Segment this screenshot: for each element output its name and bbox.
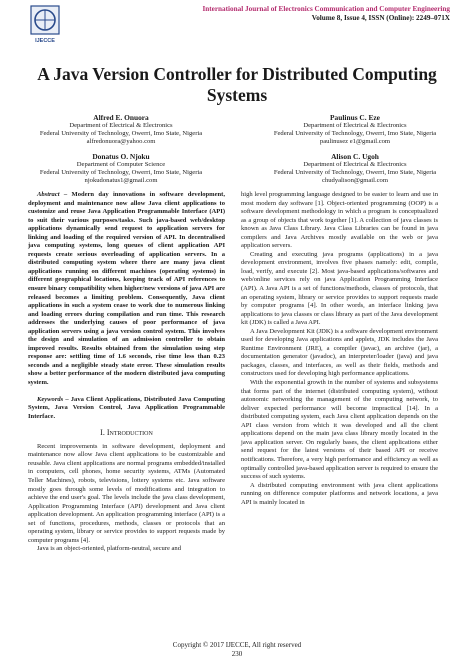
right-column	[241, 191, 438, 507]
author-block	[250, 113, 460, 147]
author-university: Federal University of Technology, Owerri, Imo State, Nigeria	[39, 169, 203, 177]
author-university: Federal University of Technology, Owerri, Imo State, Nigeria	[273, 169, 437, 177]
journal-logo	[28, 4, 62, 44]
abstract	[28, 191, 225, 388]
author-email[interactable]: paulinusez e1@gmail.com	[319, 138, 391, 146]
author-university: Federal University of Technology, Owerri, Imo State, Nigeria	[39, 130, 203, 138]
intro-paragraph: Recent improvements in software development, deployment and maintenance now allow Java client applications to be customizable and reusable. Java client applications are normal programs embedded/installed in computers, cell phones, home security systems, ATMs (Automated Teller Machines), robots, televisions, lottery systems etc. Java software mostly goes through some levels of modifications and integration to achieve the end user's goal. The levels include the java class development, Application Programming Interface (API) development and Java client application development. An application programming interface (API) is a set of functions, procedures, methods, classes or protocols that an operating system, library or service provides to support requests made by computer programs [4].	[28, 442, 225, 544]
author-dept: Department of Computer Science	[76, 161, 166, 168]
author-email[interactable]: chudyalison@gmail.com	[322, 177, 388, 185]
keywords-label: Keywords	[37, 395, 64, 403]
author-dept: Department of Electrical & Electronics	[69, 122, 173, 129]
intro-paragraph: Java is an object-oriented, platform-neutral, secure and	[37, 545, 181, 553]
journal-name: International Journal of Electronics Communication and Computer Engineering	[202, 5, 450, 13]
volume-issue: Volume 8, Issue 4, ISSN (Online): 2249–071X	[311, 14, 450, 22]
page-footer	[0, 641, 474, 659]
section-title: Introduction	[106, 428, 153, 438]
left-column	[28, 191, 225, 554]
author-email[interactable]: njokudonatus1@gmail.com	[84, 177, 158, 185]
abstract-text: – Modern day innovations in software development, deployment and maintenance now allow Java client applications to customize and reuse Java Application Programmable Interface (API) to suit their various purposes/tasks. Such java-based web/desktop applications dynamically send request to application servers for linking and loading of the required version of API. In decentralised java computing systems, long queues of client application API requests create serious overloading of application servers. In a distributed computing system where there are many java client applications running on different machines (operating systems) in different geographical locations, keeping track of API references to ensure binary compatibility when higher/new versions of java API are released becomes a limiting problem. Consequently, Java client applications in such a system cease to work due to numerous linking and loading errors during compilation and run time. This research addresses the underlying causes of poor performance of java application servers using a java version control system. This involves the design and simulation of an admission controller to obtain improved results. Results obtained from the simulation using step response are: settling time of 1.6 seconds, rise time less than 0.23 seconds and a negligible steady state error. These simulation results show a better performance of the modern distributed java computing system.	[28, 191, 225, 387]
author-email[interactable]: alfredonuora@yahoo.com	[86, 138, 156, 146]
body-paragraph: high level programming language designed to be easier to learn and use in most modern day software [1]. Object-oriented programming (OOP) is a software development methodology in which a program is conceptualized as a group of objects that work together [1]. A collection of java classes is known as Java Class Library. Java Class Libraries can be found in java compilers and Java Archives mostly available on the web or java application servers.	[241, 191, 438, 250]
author-dept: Department of Electrical & Electronics	[303, 161, 407, 168]
keywords	[28, 396, 225, 422]
abstract-label: Abstract	[37, 191, 60, 198]
author-name: Donatus O. Njoku	[92, 152, 150, 161]
author-block	[16, 113, 226, 147]
section-number: I.	[100, 428, 105, 438]
author-name: Alison C. Ugoh	[331, 152, 379, 161]
body-paragraph: Creating and executing java programs (applications) in a java development environment, involves five phases namely: edit, compile, load, verify, and execute [2]. Most java-based applications/softwares and web/online services rely on java Application Programming Interface (API). A Java API is a set of functions/methods, classes of protocols, that an operating system, library or service provides to support requests made by computer programs [4]. In other words, an interface linking java applications to java classes or class library as part of the Java development kit (JDK) is called a Java API.	[241, 250, 438, 327]
author-name: Paulinus C. Eze	[330, 113, 380, 122]
author-dept: Department of Electrical & Electronics	[303, 122, 407, 129]
author-block	[16, 152, 226, 186]
author-name: Alfred E. Onuora	[93, 113, 149, 122]
svg-text:IJECCE: IJECCE	[35, 38, 55, 44]
section-heading	[28, 429, 225, 438]
paper-title: A Java Version Controller for Distributed Computing Systems	[37, 64, 437, 105]
copyright-notice: Copyright © 2017 IJECCE, All right reserved	[172, 641, 302, 649]
body-paragraph: With the exponential growth in the number of systems and subsystems that forms part of the internet (distributed computing system), without autonomic networking the management of the computing network, to deliver expected performance will become impractical [14]. In a distributed computing system, each Java client application depends on the API class version from which it was developed and all the client applications depend on the main java class library mostly located in the java application server. On regularly bases, the client applications either send request for the latest versions of their based API or receive notifications. Therefore, a very high performance and efficiency as well as optimally controlled java-based application server is required to ensure the success of such systems.	[241, 379, 438, 481]
body-paragraph: A distributed computing environment with java client applications running on difference computer platforms and network locations, a java API is mainly located in	[241, 481, 438, 506]
author-block	[250, 152, 460, 186]
page-number: 230	[231, 650, 243, 658]
author-university: Federal University of Technology, Owerri, Imo State, Nigeria	[273, 130, 437, 138]
journal-header	[90, 5, 450, 23]
keywords-text: – Java Client Applications, Distributed Java Computing System, Java Version Control, Java Application Programmable Interface.	[28, 395, 225, 420]
body-paragraph: A Java Development Kit (JDK) is a software development environment used for developing Java applications and applets, JDK includes the Java Runtime Environment (JRE), a compiler (javac), an archive (jar), a documentation generator (javadoc), an interpreter/loader (java) and java packages, classes, and interfaces, as well as their fields, methods and constructors used for developing high performance applications.	[241, 327, 438, 378]
